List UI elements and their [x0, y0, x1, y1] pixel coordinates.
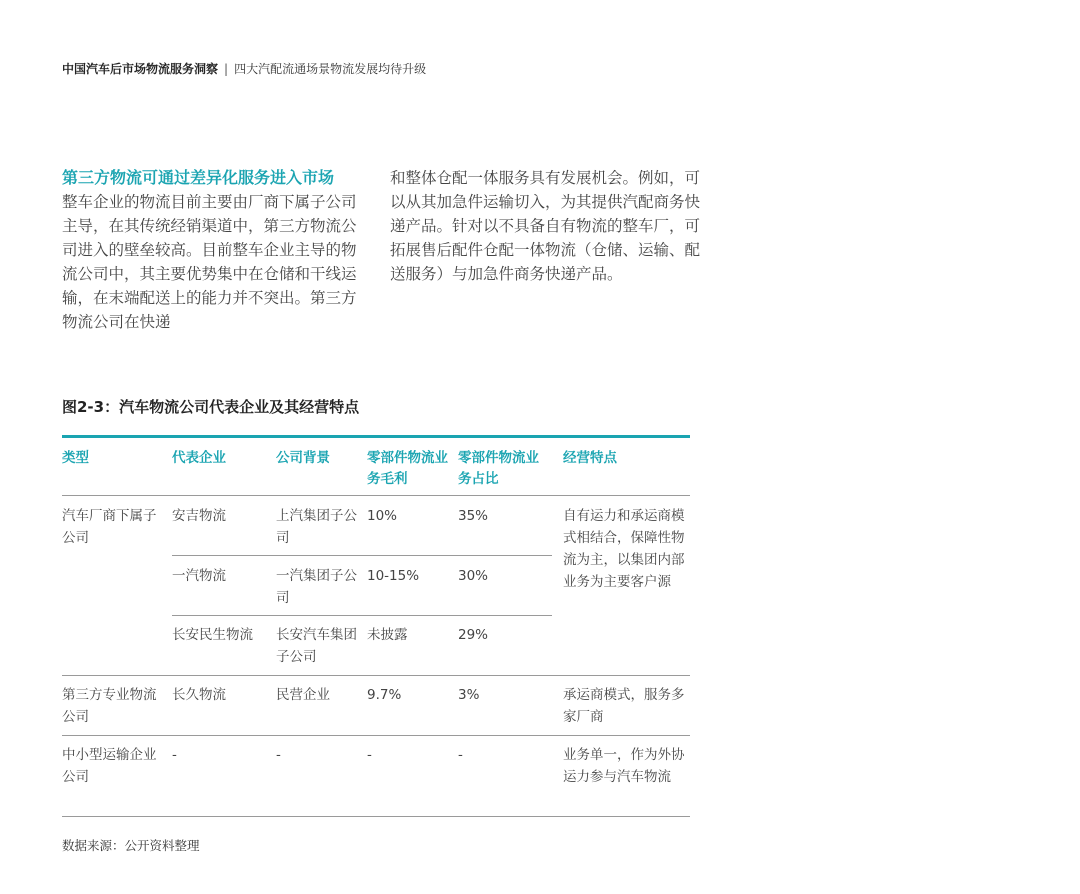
table-bottom-rule [62, 816, 690, 817]
group-feature-cell: 业务单一，作为外协运力参与汽车物流 [563, 747, 685, 785]
share-cell: 29% [458, 627, 489, 643]
margin-cell: 9.7% [367, 687, 402, 703]
background-cell: 长安汽车集团子公司 [276, 627, 357, 665]
header-divider [62, 495, 690, 496]
share-cell: - [458, 747, 463, 763]
left-paragraph: 整车企业的物流目前主要由厂商下属子公司主导，在其传统经销渠道中，第三方物流公司进入的壁垒较高。目前整车企业主导的物流公司中，其主要优势集中在仓储和干线运输，在末端配送上的能力并不突出。第三方物流公司在快递 [62, 193, 357, 331]
section-title: 第三方物流可通过差异化服务进入市场 [62, 168, 335, 187]
share-cell: 35% [458, 508, 489, 524]
company-cell: 一汽物流 [172, 568, 226, 584]
header-type: 类型 [62, 450, 89, 466]
page-header [62, 60, 426, 77]
company-cell: 长安民生物流 [172, 627, 253, 643]
chapter-subtitle: 四大汽配流通场景物流发展均待升级 [234, 62, 427, 76]
header-margin: 零部件物流业务毛利 [367, 450, 448, 487]
group-type-cell: 汽车厂商下属子公司 [62, 508, 157, 546]
group-type-cell: 第三方专业物流公司 [62, 687, 157, 725]
table-top-rule [62, 435, 690, 438]
margin-cell: 10-15% [367, 568, 420, 584]
header-company: 代表企业 [172, 450, 226, 466]
figure-title: 图2-3：汽车物流公司代表企业及其经营特点 [62, 398, 360, 416]
background-cell: - [276, 747, 281, 763]
background-cell: 一汽集团子公司 [276, 568, 357, 606]
text-column-left [62, 166, 362, 334]
company-cell: 长久物流 [172, 687, 226, 703]
group-divider [62, 735, 690, 736]
report-title: 中国汽车后市场物流服务洞察 [62, 62, 219, 76]
right-paragraph: 和整体仓配一体服务具有发展机会。例如，可以从其加急件运输切入，为其提供汽配商务快递产品。针对以不具备自有物流的整车厂，可拓展售后配件仓配一体物流（仓储、运输、配送服务）与加急件商务快递产品。 [390, 169, 701, 283]
company-cell: 安吉物流 [172, 508, 226, 524]
header-separator: | [224, 62, 229, 76]
header-feature: 经营特点 [563, 450, 617, 466]
header-share: 零部件物流业务占比 [458, 450, 539, 487]
group-type-cell: 中小型运输企业公司 [62, 747, 157, 785]
group-feature-cell: 自有运力和承运商模式相结合，保障性物流为主，以集团内部业务为主要客户源 [563, 508, 685, 590]
margin-cell: - [367, 747, 372, 763]
margin-cell: 10% [367, 508, 398, 524]
share-cell: 30% [458, 568, 489, 584]
group-divider [62, 675, 690, 676]
background-cell: 上汽集团子公司 [276, 508, 357, 546]
background-cell: 民营企业 [276, 687, 330, 703]
source-note: 数据来源：公开资料整理 [62, 838, 200, 853]
header-background: 公司背景 [276, 450, 330, 466]
row-divider [172, 555, 552, 556]
share-cell: 3% [458, 687, 480, 703]
text-column-right [390, 166, 700, 286]
row-divider [172, 615, 552, 616]
margin-cell: 未披露 [367, 627, 408, 643]
group-feature-cell: 承运商模式，服务多家厂商 [563, 687, 685, 725]
company-cell: - [172, 747, 177, 763]
